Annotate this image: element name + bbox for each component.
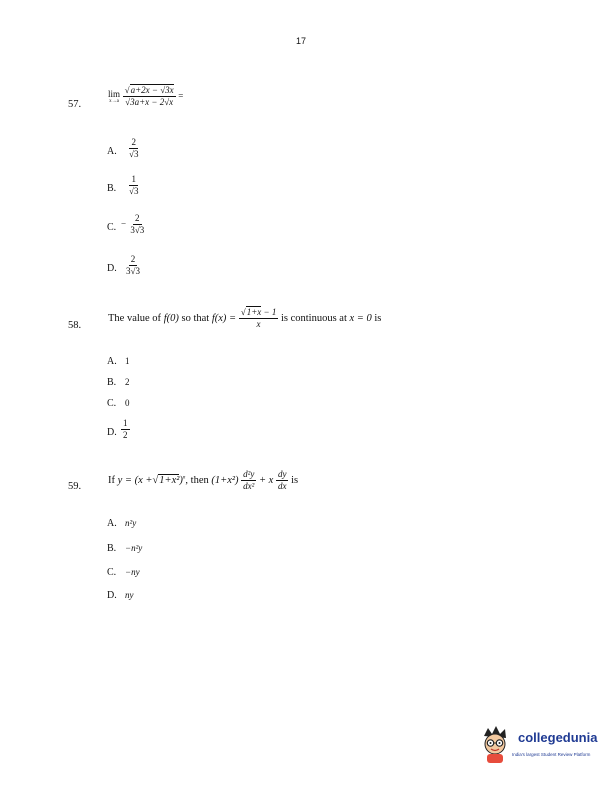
option-59-c-letter: C. [107, 567, 117, 578]
question-57-expression [108, 86, 183, 107]
option-58-c-letter: C. [107, 398, 117, 409]
page-number: 17 [296, 36, 307, 46]
option-57-a-value: $\frac{2}{√3}$ [129, 137, 139, 159]
option-58-b-value: 2 [125, 377, 130, 387]
option-57-d-letter: D. [107, 263, 117, 274]
option-59-d-letter: D. [107, 590, 117, 601]
option-57-a-letter: A. [107, 146, 117, 157]
option-59-a-value: n²y [125, 518, 137, 528]
question-59-text: If $y = (x +√1+x^2)^n$, then (1+x²) $\frac{\text{d²y}}{\text{dx²}}$ + x $\frac{dy}{dx}$ is [108, 469, 299, 491]
option-57-c-letter: C. [107, 222, 117, 233]
option-58-c-value: 0 [125, 398, 130, 408]
option-58-a-value: 1 [125, 356, 130, 366]
logo-tagline: India's largest Student Review Platform [512, 752, 591, 757]
option-57-c-value: − $\frac{2}{3√3}$ [121, 213, 145, 235]
lim-subscript: x→a [109, 98, 119, 104]
option-57-b-value: $\frac{1}{√3}$ [129, 174, 139, 196]
option-59-a-letter: A. [107, 518, 117, 529]
mascot-icon [478, 724, 512, 764]
option-58-a-letter: A. [107, 356, 117, 367]
option-59-d-value: ny [125, 590, 134, 600]
equals-sign: = [178, 90, 184, 101]
lim-word: lim [108, 88, 121, 99]
question-57-number: 57. [68, 99, 82, 110]
option-59-b-value: −n²y [125, 543, 143, 553]
question-58-number: 58. [68, 320, 82, 331]
option-59-c-value: −ny [125, 567, 140, 577]
limit-denominator: √3a+x − 2√x [125, 97, 174, 107]
limit-numerator: a+2x − √3x [130, 85, 174, 95]
option-58-d-letter: D. [107, 427, 117, 438]
limit-fraction: $\frac{√a+2x - √3x}{√3a+x - 2√x}$ [124, 85, 174, 107]
collegedunia-logo [478, 718, 604, 778]
question-59-number: 59. [68, 481, 82, 492]
question-58-text: The value of f(0) so that f(x) = $\frac{√1+x - 1}{x}$ is continuous at x = 0 is [108, 307, 382, 329]
option-59-b-letter: B. [107, 543, 117, 554]
option-58-d-value: $\frac{1}{2}$ [123, 418, 128, 440]
option-57-b-letter: B. [107, 183, 117, 194]
logo-name: collegedunia [518, 730, 598, 745]
option-57-d-value: $\frac{2}{3√3}$ [126, 254, 140, 276]
option-58-b-letter: B. [107, 377, 117, 388]
